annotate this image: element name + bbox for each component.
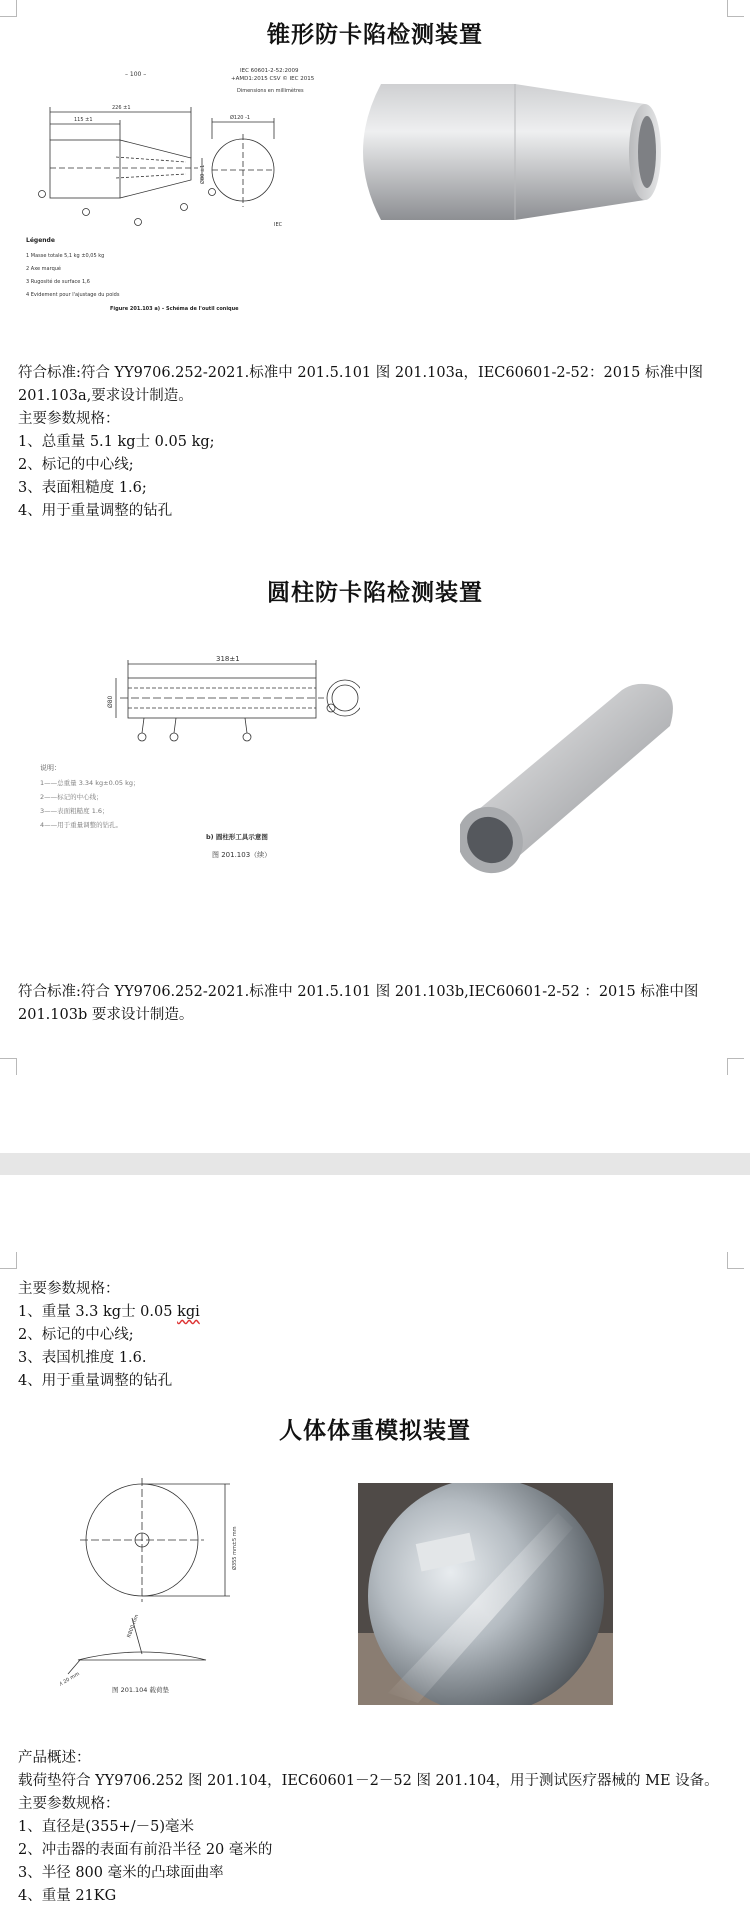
text-line: 4、重量 21KG <box>18 1888 117 1904</box>
drawing-ref: IEC <box>274 222 283 228</box>
spec-item-1-unit: kgi <box>177 1304 200 1320</box>
drawing-dim-radius: R800 mm <box>126 1613 141 1639</box>
drawing-caption: Figure 201.103 a) – Schéma de l'outil conique <box>110 306 239 312</box>
cone-technical-drawing <box>26 62 316 312</box>
drawing-legend-item: 4 Evidement pour l'ajustage du poids <box>26 292 120 298</box>
cylinder-spec-list <box>18 1278 738 1393</box>
drawing-legend-item: 3——表面粗糙度 1.6； <box>40 807 109 815</box>
text-line: 201.103b 要求设计制造。 <box>18 1007 194 1023</box>
drawing-dim-small: Ø80 ±1 <box>200 164 206 184</box>
text-line: 2、标记的中心线; <box>18 1327 134 1343</box>
text-line: 2、冲击器的表面有前沿半径 20 毫米的 <box>18 1842 273 1858</box>
text-line: 3、表国机推度 1.6. <box>18 1350 147 1366</box>
cone-device-image <box>345 82 665 222</box>
text-line: 符合标准:符合 YY9706.252-2021.标准中 201.5.101 图 201.103b,IEC60601-2-52 ：2015 标准中图 <box>18 984 699 1000</box>
page-corner-mark <box>0 1252 17 1269</box>
drawing-dim-diameter: Ø120 -1 <box>230 115 251 121</box>
text-line: 4、用于重量调整的钻孔 <box>18 503 173 519</box>
text-line: 主要参数规格： <box>18 411 120 427</box>
text-line: 产品概述： <box>18 1750 91 1766</box>
drawing-dimensions-note: Dimensions en millimètres <box>237 88 304 94</box>
drawing-legend-item: 3 Rugosité de surface 1,6 <box>26 279 90 285</box>
text-line: 载荷垫符合 YY9706.252 图 201.104，IEC60601－2－52 图 201.104，用于测试医疗器械的 ME 设备。 <box>18 1773 719 1789</box>
text-line: 1、总重量 5.1 kg士 0.05 kg; <box>18 434 215 450</box>
drawing-dim-edge: R 20 mm <box>60 1671 81 1688</box>
drawing-dim-total: 226 ±1 <box>112 105 131 111</box>
cylinder-technical-drawing <box>40 650 360 865</box>
text-line: 2、标记的中心线; <box>18 457 134 473</box>
drawing-legend-item: 1——总重量 3.34 kg±0.05 kg； <box>40 779 140 787</box>
drawing-standard-line-2: +AMD1:2015 CSV © IEC 2015 <box>231 76 315 82</box>
drawing-caption: 图 201.103（续） <box>212 851 272 859</box>
section-title-load-pad: 人体体重模拟装置 <box>279 1418 471 1444</box>
text-line: 3、表面粗糙度 1.6; <box>18 480 147 496</box>
page-corner-mark <box>0 1058 17 1075</box>
drawing-caption-b: b) 圆柱形工具示意图 <box>206 833 268 841</box>
section-title-cylinder: 圆柱防卡陷检测装置 <box>267 580 483 606</box>
load-pad-description <box>18 1747 738 1908</box>
drawing-legend-item: 2 Axe marqué <box>26 266 61 272</box>
drawing-page-number: – 100 – <box>125 71 147 78</box>
text-line <box>18 1301 738 1324</box>
text-line: 4、用于重量调整的钻孔 <box>18 1373 173 1389</box>
drawing-dim-diameter: Ø80 <box>107 695 114 708</box>
drawing-legend-title: Légende <box>26 237 55 244</box>
page-corner-mark <box>0 0 17 17</box>
page-break <box>0 1153 750 1175</box>
page-corner-mark <box>727 1058 744 1075</box>
drawing-dim-part: 115 ±1 <box>74 117 93 123</box>
cylinder-description <box>18 981 738 1027</box>
cylinder-device-image <box>460 680 690 885</box>
load-pad-device-image <box>358 1483 613 1705</box>
drawing-legend-title: 说明： <box>40 764 61 772</box>
drawing-standard-line-1: IEC 60601-2-52:2009 <box>240 68 299 74</box>
drawing-legend-item: 2——标记的中心线； <box>40 793 103 801</box>
drawing-legend-item: 4——用于重量调整的钻孔。 <box>40 821 123 829</box>
page-corner-mark <box>727 1252 744 1269</box>
cone-description <box>18 362 738 523</box>
spec-item-1-text: 1、重量 3.3 kg士 0.05 <box>18 1304 178 1320</box>
drawing-dim-length: 318±1 <box>216 655 240 663</box>
text-line: 符合标准:符合 YY9706.252-2021.标准中 201.5.101 图 201.103a，IEC60601-2-52：2015 标准中图 <box>18 365 703 381</box>
drawing-dim-diameter: Ø355 mm±5 mm <box>232 1526 238 1570</box>
load-pad-technical-drawing <box>60 1478 240 1698</box>
page-corner-mark <box>727 0 744 17</box>
text-line: 201.103a,要求设计制造。 <box>18 388 193 404</box>
text-line: 主要参数规格： <box>18 1796 120 1812</box>
drawing-caption: 图 201.104 载荷垫 <box>112 1686 170 1694</box>
text-line: 3、半径 800 毫米的凸球面曲率 <box>18 1865 224 1881</box>
text-line: 主要参数规格： <box>18 1281 120 1297</box>
drawing-legend-item: 1 Masse totale 5,1 kg ±0,05 kg <box>26 253 105 259</box>
text-line: 1、直径是(355+/－5)毫米 <box>18 1819 194 1835</box>
section-title-cone: 锥形防卡陷检测装置 <box>267 22 483 48</box>
